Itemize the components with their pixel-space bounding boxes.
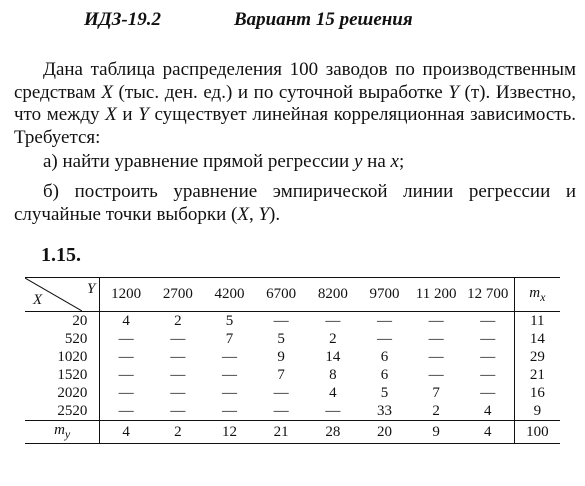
text-fragment: на: [362, 151, 391, 172]
text-fragment: б) построить уравнение эмпирической линии регрессии и случайные точки выборки (: [14, 181, 576, 225]
my-value-cell: 12: [204, 421, 256, 444]
y-header-cell: 11 200: [410, 278, 462, 312]
my-value-cell: 21: [255, 421, 307, 444]
frequency-cell: —: [480, 385, 496, 401]
frequency-cell: —: [273, 313, 289, 329]
x-value-cell: 1520: [25, 366, 100, 384]
frequency-cell: —: [222, 385, 237, 401]
frequency-cell: 4: [329, 385, 337, 401]
table-header-row: [25, 278, 560, 312]
page-header: [0, 9, 585, 35]
x-value-cell: 520: [25, 330, 100, 348]
problem-statement: [14, 59, 576, 149]
text-fragment: ,: [248, 203, 259, 225]
my-subscript: y: [64, 427, 71, 441]
x-value-cell: 2520: [25, 402, 100, 421]
frequency-cell: 4: [122, 313, 130, 329]
mx-header-cell: [514, 278, 560, 312]
mx-subscript: x: [540, 289, 546, 304]
frequency-cell: 6: [380, 367, 389, 383]
y-header-cell: 4200: [204, 278, 256, 312]
frequency-cell: 4: [484, 403, 492, 419]
frequency-cell: 2: [432, 403, 440, 419]
my-label-cell: [25, 421, 100, 444]
frequency-cell: —: [118, 367, 134, 383]
var-y: Y: [138, 104, 149, 125]
my-value-cell: 9: [410, 421, 462, 444]
x-value-cell: 2020: [25, 384, 100, 402]
frequency-cell: —: [273, 403, 289, 419]
frequency-cell: —: [170, 367, 186, 383]
task-a: [14, 151, 576, 174]
corner-x-label: X: [33, 292, 43, 308]
frequency-cell: —: [170, 331, 186, 347]
frequency-cell: —: [222, 349, 237, 365]
table-row: [25, 402, 560, 421]
mx-value-cell: 16: [514, 384, 560, 402]
x-value-cell: 20: [25, 312, 100, 331]
text-fragment: а) найти уравнение прямой регрессии: [43, 151, 354, 172]
text-fragment: Дана таблица распределения 100 заводов по производственным средствам: [14, 59, 576, 103]
my-symbol: m: [54, 422, 65, 438]
mx-value-cell: 29: [514, 348, 560, 366]
text-fragment: существует линейная корреляционная зависимость. Требуется:: [14, 104, 577, 148]
frequency-cell: —: [480, 313, 496, 329]
var-x: X: [105, 104, 117, 125]
x-value-cell: 1020: [25, 348, 100, 366]
y-header-cell: 12 700: [462, 278, 514, 312]
frequency-cell: —: [170, 403, 186, 419]
text-fragment: (тыс. ден. ед.) и по суточной выработке: [112, 81, 449, 103]
frequency-cell: —: [118, 331, 134, 347]
mx-symbol: m: [529, 284, 541, 301]
frequency-cell: 8: [329, 367, 337, 383]
frequency-cell: —: [222, 403, 237, 419]
var-x: X: [237, 203, 249, 225]
frequency-cell: 5: [225, 313, 234, 329]
frequency-cell: —: [170, 385, 186, 401]
section-number: 1.15.: [41, 244, 81, 266]
mx-value-cell: 11: [514, 312, 560, 331]
frequency-cell: —: [376, 331, 392, 347]
frequency-cell: —: [325, 313, 341, 329]
text-fragment: ;: [398, 151, 405, 172]
frequency-cell: —: [118, 385, 134, 401]
frequency-cell: 5: [380, 385, 389, 401]
var-x: X: [101, 81, 113, 103]
frequency-cell: 7: [277, 367, 285, 383]
var-y: Y: [258, 203, 270, 225]
frequency-cell: —: [273, 385, 289, 401]
frequency-cell: —: [325, 403, 341, 419]
frequency-cell: —: [118, 403, 134, 419]
y-header-cell: 6700: [255, 278, 307, 312]
y-header-cell: 8200: [307, 278, 359, 312]
frequency-cell: 7: [225, 331, 234, 347]
table-footer-row: [25, 421, 560, 444]
mx-value-cell: 21: [514, 366, 560, 384]
frequency-cell: —: [480, 349, 496, 365]
assignment-title: ИДЗ-19.2: [84, 9, 162, 30]
frequency-cell: —: [480, 367, 496, 383]
my-value-cell: 28: [307, 421, 359, 444]
table-row: [25, 330, 560, 348]
table-row: [25, 348, 560, 366]
frequency-cell: 2: [329, 331, 337, 347]
frequency-cell: 2: [174, 313, 182, 329]
frequency-cell: 33: [376, 403, 392, 419]
frequency-cell: —: [376, 313, 392, 329]
table-row: [25, 384, 560, 402]
y-header-cell: 9700: [359, 278, 411, 312]
frequency-cell: —: [222, 367, 237, 383]
text-fragment: ).: [269, 203, 281, 225]
total-cell: 100: [514, 421, 560, 444]
frequency-cell: 7: [432, 385, 440, 401]
y-header-cell: 1200: [100, 278, 152, 312]
frequency-cell: —: [428, 367, 444, 383]
my-value-cell: 2: [152, 421, 204, 444]
frequency-cell: —: [480, 331, 496, 347]
variant-title: Вариант 15 решения: [234, 9, 413, 30]
my-value-cell: 4: [462, 421, 514, 444]
table-corner-cell: [25, 278, 100, 312]
frequency-cell: —: [170, 349, 186, 365]
frequency-cell: 6: [380, 349, 389, 365]
text-fragment: (т). Известно, что между: [14, 81, 577, 125]
mx-value-cell: 9: [514, 402, 560, 421]
var-x: x: [390, 151, 399, 172]
mx-value-cell: 14: [514, 330, 560, 348]
table-row: [25, 312, 560, 331]
frequency-cell: —: [428, 349, 444, 365]
frequency-cell: —: [428, 313, 444, 329]
frequency-cell: 5: [277, 331, 285, 347]
table-row: [25, 366, 560, 384]
y-header-cell: 2700: [152, 278, 204, 312]
var-y: Y: [448, 81, 459, 103]
task-b: [14, 181, 576, 226]
correlation-table: [25, 277, 560, 444]
frequency-cell: 14: [325, 349, 341, 365]
text-fragment: и: [116, 104, 139, 125]
frequency-cell: —: [118, 349, 134, 365]
frequency-cell: 9: [277, 349, 285, 365]
my-value-cell: 20: [359, 421, 411, 444]
my-value-cell: 4: [100, 421, 152, 444]
var-y: y: [353, 151, 363, 172]
corner-y-label: Y: [86, 281, 96, 297]
frequency-cell: —: [428, 331, 444, 347]
